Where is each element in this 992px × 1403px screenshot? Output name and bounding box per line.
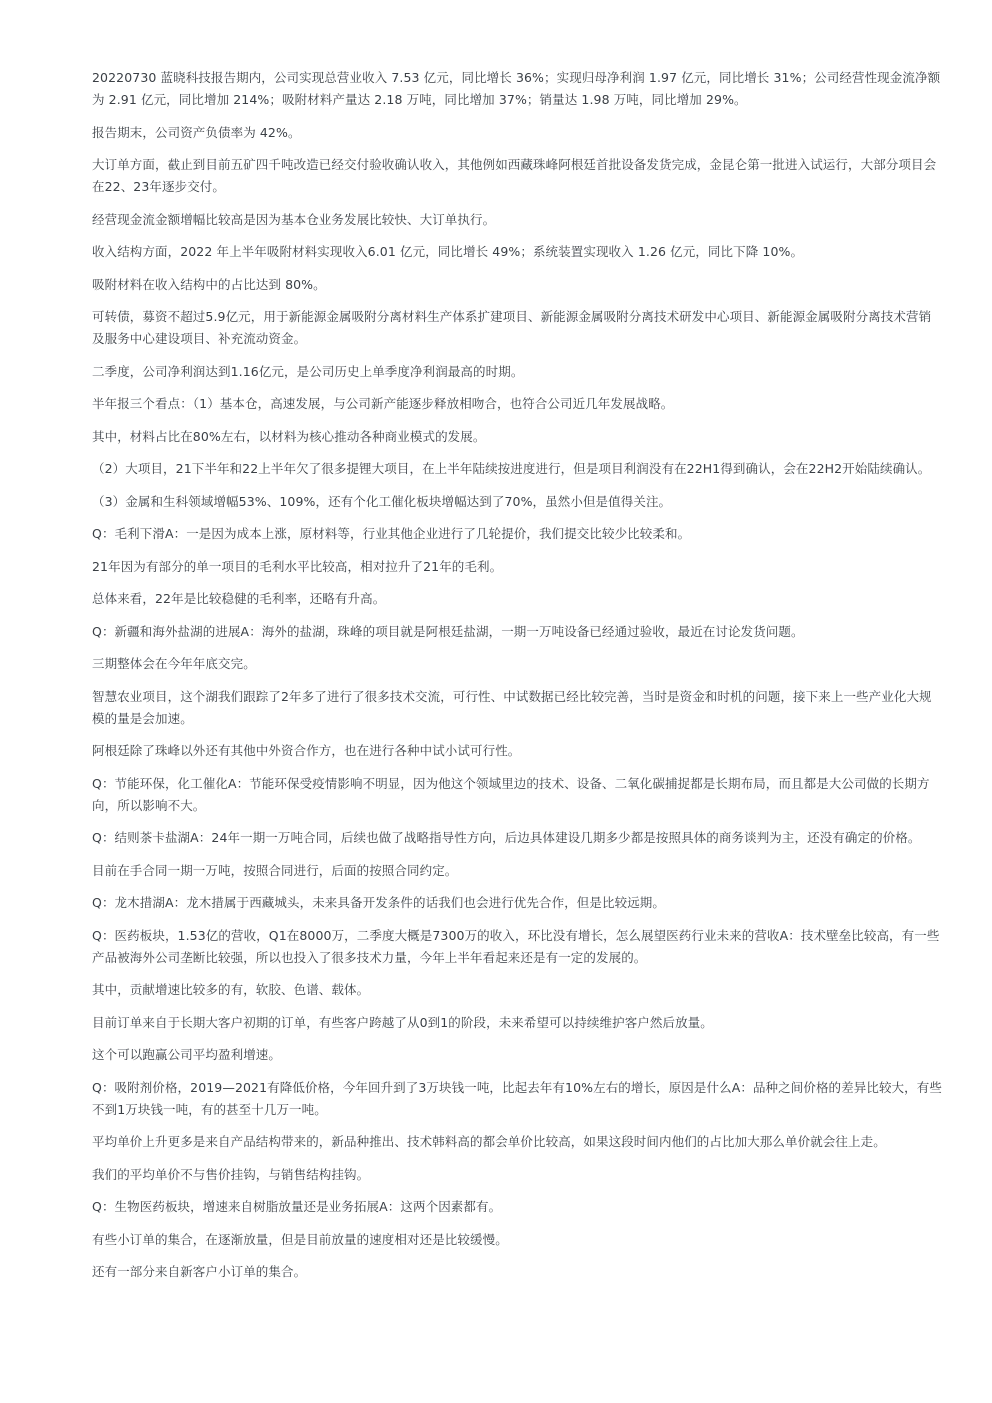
paragraph-33: 还有一部分来自新客户小订单的集合。: [92, 1264, 307, 1279]
paragraph-27: 这个可以跑赢公司平均盈利增速。: [92, 1047, 282, 1062]
paragraph-3: 大订单方面，截止到目前五矿四千吨改造已经交付验收确认收入，其他例如西藏珠峰阿根廷首批设备发货完成，金昆仑第一批进入试运行，大部分项目会在22、23年逐步交付。: [92, 157, 937, 194]
paragraph-11: （2）大项目，21下半年和22上半年欠了很多提锂大项目，在上半年陆续按进度进行，但是项目利润没有在22H1得到确认，会在22H2开始陆续确认。: [92, 461, 931, 476]
paragraph-20: Q：节能环保，化工催化A：节能环保受疫情影响不明显，因为他这个领域里边的技术、设备、二氧化碳捕捉都是长期布局，而且都是大公司做的长期方向，所以影响不大。: [92, 775, 930, 813]
paragraph-12: （3）金属和生科领域增幅53%、109%，还有个化工催化板块增幅达到了70%，虽然小但是值得关注。: [92, 493, 672, 509]
paragraph-13: Q：毛利下滑A：一是因为成本上涨，原材料等，行业其他企业进行了几轮提价，我们提交比较少比较柔和。: [92, 526, 691, 541]
document-body: [92, 67, 942, 1294]
paragraph-30: 我们的平均单价不与售价挂钩，与销售结构挂钩。: [92, 1166, 370, 1182]
paragraph-1: 20220730 蓝晓科技报告期内，公司实现总营业收入 7.53 亿元，同比增长 36%；实现归母净利润 1.97 亿元，同比增长 31%；公司经营性现金流净额为 2.91 亿元，同比增加 214%；吸附材料产量达 2.18 万吨，同比增加 37%；销量达 1.98 万吨，同比增加 29%。: [92, 70, 941, 107]
paragraph-4: 经营现金流金额增幅比较高是因为基本仓业务发展比较快、大订单执行。: [92, 211, 496, 227]
paragraph-2: 报告期末，公司资产负债率为 42%。: [92, 124, 301, 140]
paragraph-31: Q：生物医药板块，增速来自树脂放量还是业务拓展A：这两个因素都有。: [92, 1199, 502, 1214]
paragraph-23: Q：龙木措湖A：龙木措属于西藏城头，未来具备开发条件的话我们也会进行优先合作，但是比较远期。: [92, 895, 665, 910]
paragraph-15: 总体来看，22年是比较稳健的毛利率，还略有升高。: [92, 591, 386, 606]
paragraph-16: Q：新疆和海外盐湖的进展A：海外的盐湖，珠峰的项目就是阿根廷盐湖，一期一万吨设备已经通过验收，最近在讨论发货问题。: [92, 623, 804, 639]
paragraph-10: 其中，材料占比在80%左右，以材料为核心推动各种商业模式的发展。: [92, 428, 486, 444]
paragraph-26: 目前订单来自于长期大客户初期的订单，有些客户跨越了从0到1的阶段，未来希望可以持续维护客户然后放量。: [92, 1014, 713, 1030]
paragraph-14: 21年因为有部分的单一项目的毛利水平比较高，相对拉升了21年的毛利。: [92, 558, 503, 574]
paragraph-25: 其中，贡献增速比较多的有，软胶、色谱、载体。: [92, 982, 370, 997]
paragraph-28: Q：吸附剂价格，2019—2021有降低价格，今年回升到了3万块钱一吨，比起去年有10%左右的增长，原因是什么A：品种之间价格的差异比较大，有些不到1万块钱一吨，有的甚至十几万一吨。: [92, 1079, 942, 1117]
paragraph-21: Q：结则茶卡盐湖A：24年一期一万吨合同，后续也做了战略指导性方向，后边具体建设几期多少都是按照具体的商务谈判为主，还没有确定的价格。: [92, 830, 921, 845]
paragraph-6: 吸附材料在收入结构中的占比达到 80%。: [92, 276, 326, 292]
paragraph-5: 收入结构方面，2022 年上半年吸附材料实现收入6.01 亿元，同比增长 49%；系统装置实现收入 1.26 亿元，同比下降 10%。: [92, 244, 804, 259]
paragraph-24: Q：医药板块，1.53亿的营收，Q1在8000万，二季度大概是7300万的收入，环比没有增长，怎么展望医药行业未来的营收A：技术壁垒比较高，有一些产品被海外公司垄断比较强，所以也投入了很多技术力量，今年上半年看起来还是有一定的发展的。: [92, 927, 940, 965]
paragraph-17: 三期整体会在今年年底交完。: [92, 656, 256, 671]
paragraph-7: 可转债，募资不超过5.9亿元，用于新能源金属吸附分离材料生产体系扩建项目、新能源金属吸附分离技术研发中心项目、新能源金属吸附分离技术营销及服务中心建设项目、补充流动资金。: [92, 309, 932, 346]
paragraph-29: 平均单价上升更多是来自产品结构带来的，新品种推出、技术韩料高的都会单价比较高，如果这段时间内他们的占比加大那么单价就会往上走。: [92, 1134, 886, 1149]
paragraph-32: 有些小订单的集合，在逐渐放量，但是目前放量的速度相对还是比较缓慢。: [92, 1231, 508, 1247]
paragraph-22: 目前在手合同一期一万吨，按照合同进行，后面的按照合同约定。: [92, 862, 458, 878]
paragraph-18: 智慧农业项目，这个湖我们跟踪了2年多了进行了很多技术交流，可行性、中试数据已经比较完善，当时是资金和时机的问题，接下来上一些产业化大规模的量是会加速。: [92, 688, 932, 726]
paragraph-19: 阿根廷除了珠峰以外还有其他中外资合作方，也在进行各种中试小试可行性。: [92, 743, 521, 758]
paragraph-8: 二季度，公司净利润达到1.16亿元，是公司历史上单季度净利润最高的时期。: [92, 363, 524, 379]
paragraph-9: 半年报三个看点：（1）基本仓，高速发展，与公司新产能逐步释放相吻合，也符合公司近几年发展战略。: [92, 396, 674, 411]
